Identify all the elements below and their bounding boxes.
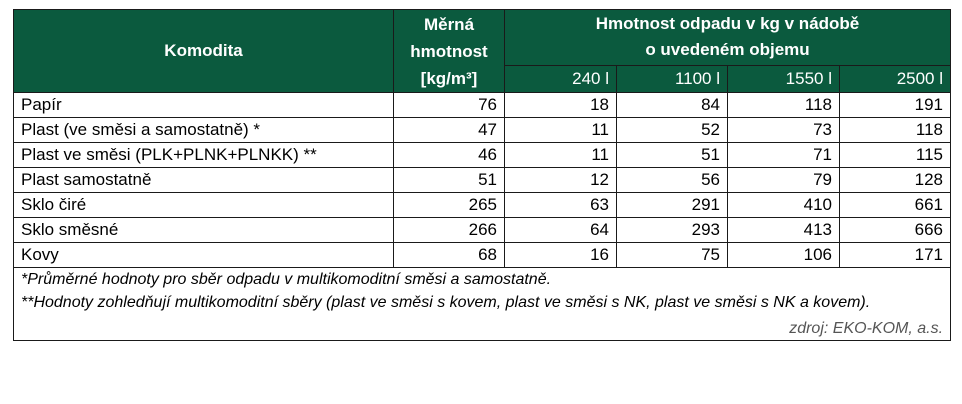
density-value: 47 [394,118,505,143]
weight-2500: 191 [840,93,951,118]
weight-1550: 410 [728,193,840,218]
weight-240: 11 [505,118,617,143]
weight-1550: 413 [728,218,840,243]
weight-1100: 52 [617,118,728,143]
weight-240: 18 [505,93,617,118]
header-density-line3: [kg/m³] [420,68,478,88]
header-group-line2: o uvedeném objemu [645,40,810,60]
header-volume-group [505,10,951,66]
table-row [14,168,951,193]
header-commodity: Komodita [14,10,394,93]
weight-240: 63 [505,193,617,218]
commodity-name: Papír [14,93,394,118]
table-row [14,118,951,143]
header-volume-1550: 1550 l [728,65,840,92]
header-volume-2500: 2500 l [840,65,951,92]
commodity-name: Plast ve směsi (PLK+PLNK+PLNKK) ** [14,143,394,168]
header-row-top [14,10,951,66]
table-row [14,93,951,118]
commodity-name: Sklo směsné [14,218,394,243]
notes-row [14,268,951,341]
header-group-line1: Hmotnost odpadu v kg v nádobě [595,14,860,34]
density-value: 265 [394,193,505,218]
weight-1100: 51 [617,143,728,168]
table-row [14,218,951,243]
header-density [394,10,505,93]
table-row [14,243,951,268]
commodity-name: Kovy [14,243,394,268]
weight-1550: 71 [728,143,840,168]
weight-2500: 115 [840,143,951,168]
weight-2500: 118 [840,118,951,143]
density-value: 76 [394,93,505,118]
density-value: 46 [394,143,505,168]
weight-1550: 106 [728,243,840,268]
header-volume-1100: 1100 l [617,65,728,92]
weight-2500: 128 [840,168,951,193]
weight-240: 12 [505,168,617,193]
weight-1100: 293 [617,218,728,243]
weight-1100: 75 [617,243,728,268]
density-value: 51 [394,168,505,193]
source-note: zdroj: EKO-KOM, a.s. [789,320,944,337]
table-row [14,143,951,168]
waste-weight-table [13,9,951,341]
weight-1100: 84 [617,93,728,118]
density-value: 266 [394,218,505,243]
weight-2500: 171 [840,243,951,268]
weight-240: 11 [505,143,617,168]
weight-240: 16 [505,243,617,268]
commodity-name: Plast (ve směsi a samostatně) * [14,118,394,143]
commodity-name: Plast samostatně [14,168,394,193]
weight-2500: 661 [840,193,951,218]
footnote-1: *Průměrné hodnoty pro sběr odpadu v multikomoditní směsi a samostatně. [21,271,552,288]
footnote-2: **Hodnoty zohledňují multikomoditní sběry (plast ve směsi s kovem, plast ve směsi s NK, plast ve směsi s NK a kovem). [21,294,871,311]
commodity-name: Sklo čiré [14,193,394,218]
table-row [14,193,951,218]
weight-2500: 666 [840,218,951,243]
table-notes [14,268,951,341]
weight-240: 64 [505,218,617,243]
weight-1550: 118 [728,93,840,118]
weight-1550: 73 [728,118,840,143]
header-density-line1: Měrná [423,14,475,34]
weight-1550: 79 [728,168,840,193]
density-value: 68 [394,243,505,268]
weight-1100: 56 [617,168,728,193]
weight-1100: 291 [617,193,728,218]
header-density-line2: hmotnost [410,41,488,61]
header-volume-240: 240 l [505,65,617,92]
